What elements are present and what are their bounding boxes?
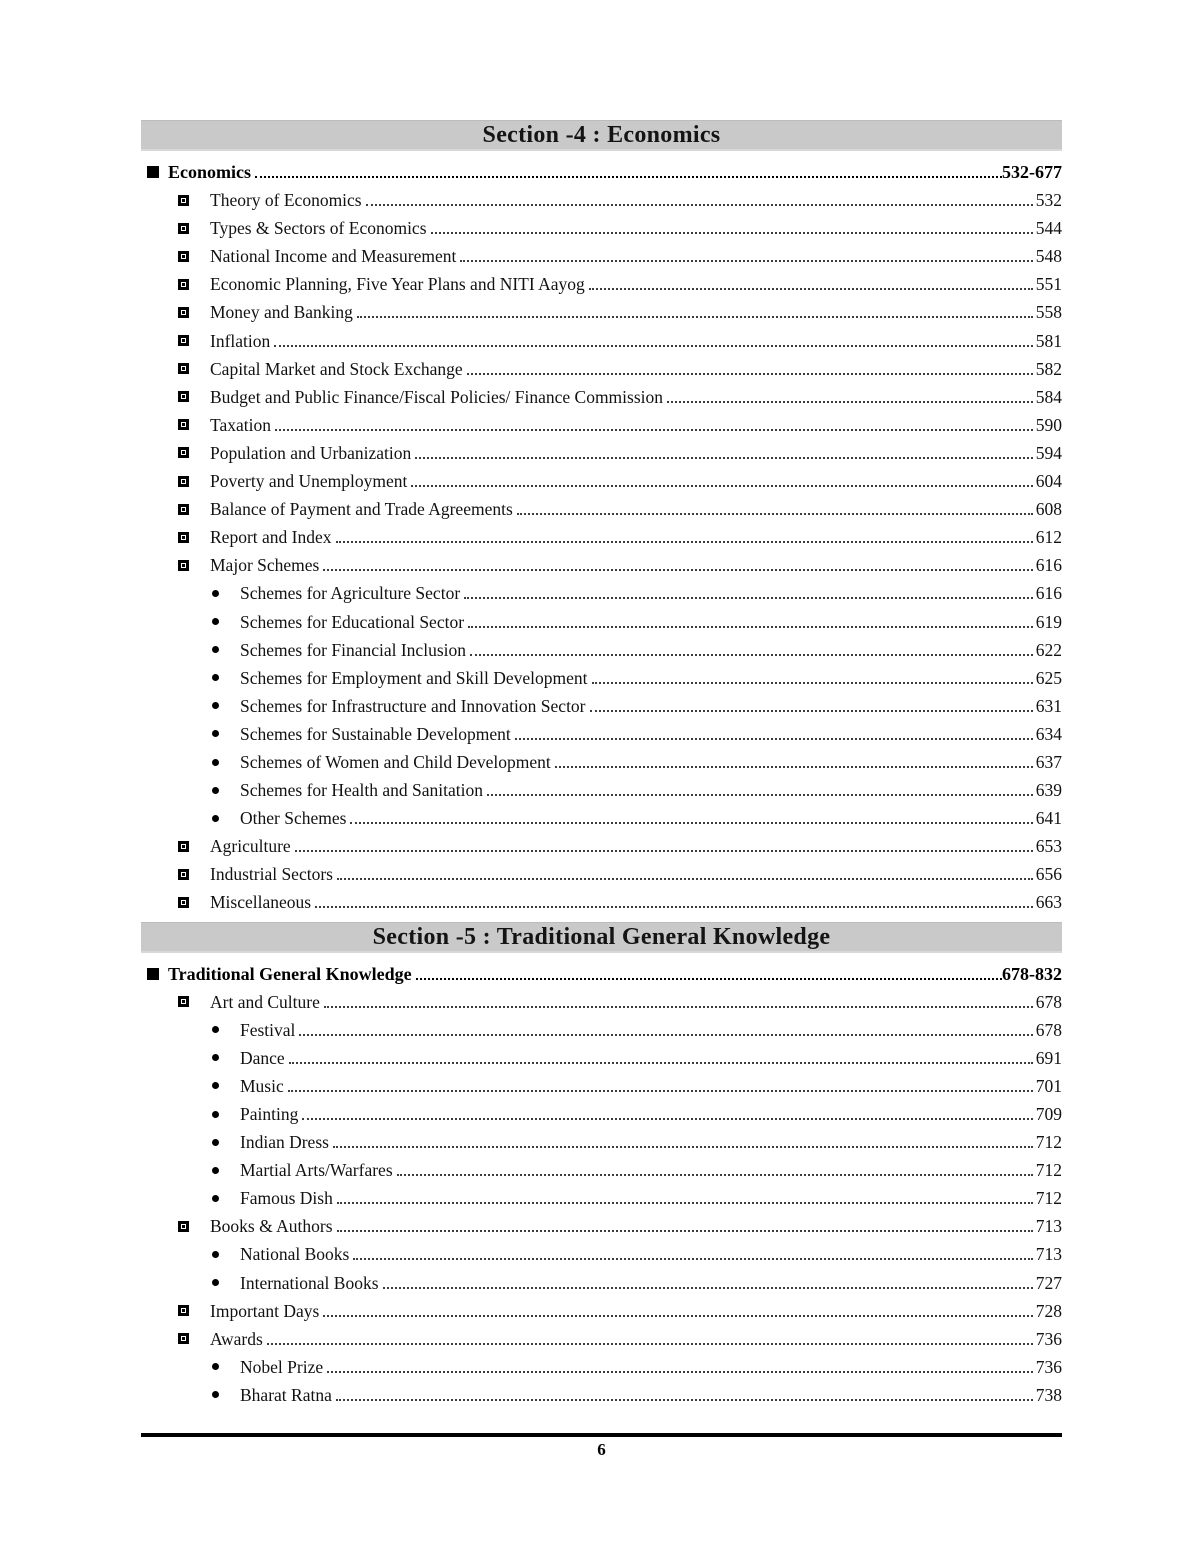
toc-entry-label: Industrial Sectors — [210, 864, 333, 885]
bullet-box — [212, 1391, 240, 1398]
hollow-square-bullet-icon — [178, 897, 189, 908]
toc-entry-label: Budget and Public Finance/Fiscal Policies/ Finance Commission — [210, 386, 664, 407]
dot-bullet-icon — [212, 1082, 219, 1089]
toc-entry — [141, 608, 1062, 636]
toc-entry-label: Awards — [210, 1328, 263, 1349]
hollow-square-bullet-icon — [178, 1221, 189, 1232]
bullet-box — [178, 223, 210, 234]
dot-leader — [255, 176, 1002, 178]
dot-leader — [324, 1006, 1033, 1008]
hollow-square-bullet-icon — [178, 996, 189, 1007]
toc-entry-label: National Income and Measurement — [210, 246, 457, 267]
dot-bullet-icon — [212, 1111, 219, 1118]
dot-bullet-icon — [212, 1363, 219, 1370]
section-header — [141, 922, 1062, 953]
dot-bullet-icon — [212, 1279, 219, 1286]
toc-entry-page: 691 — [1035, 1047, 1062, 1068]
bullet-box — [212, 787, 240, 794]
toc-entry-label: Nobel Prize — [240, 1356, 324, 1377]
dot-leader — [336, 541, 1033, 543]
bullet-box — [178, 897, 210, 908]
toc-entry-page: 736 — [1035, 1356, 1062, 1377]
dot-leader — [590, 710, 1033, 712]
hollow-square-bullet-icon — [178, 391, 189, 402]
bullet-box — [212, 1111, 240, 1118]
toc-entry — [141, 579, 1062, 607]
bullet-box — [212, 1251, 240, 1258]
dot-bullet-icon — [212, 618, 219, 625]
dot-leader — [431, 232, 1033, 234]
bullet-box — [178, 251, 210, 262]
toc-entry-label: Schemes for Employment and Skill Development — [240, 667, 588, 688]
toc-entry — [141, 1297, 1062, 1325]
toc-entry-label: Schemes for Sustainable Development — [240, 723, 511, 744]
dot-leader — [275, 429, 1033, 431]
toc-entry-page: 712 — [1035, 1132, 1062, 1153]
toc-entry-page: 678 — [1035, 991, 1062, 1012]
dot-leader — [470, 654, 1033, 656]
toc-entry-page: 558 — [1035, 302, 1062, 323]
dot-leader — [667, 401, 1033, 403]
dot-leader — [274, 345, 1032, 347]
toc-entry-page: 712 — [1035, 1188, 1062, 1209]
toc-entry — [141, 242, 1062, 270]
toc-entry-label: Festival — [240, 1019, 296, 1040]
bullet-box — [178, 476, 210, 487]
toc-entry-label: Music — [240, 1075, 284, 1096]
dot-bullet-icon — [212, 1139, 219, 1146]
hollow-square-bullet-icon — [178, 279, 189, 290]
bullet-box — [212, 590, 240, 597]
dot-leader — [592, 682, 1033, 684]
bullet-box — [212, 730, 240, 737]
hollow-square-bullet-icon — [178, 869, 189, 880]
footer-rule — [141, 1433, 1062, 1437]
filled-square-bullet-icon — [147, 166, 159, 178]
toc-entry-page: 622 — [1035, 639, 1062, 660]
bullet-box — [178, 447, 210, 458]
dot-leader — [357, 316, 1033, 318]
toc-entry-label: Balance of Payment and Trade Agreements — [210, 499, 513, 520]
dot-leader — [487, 794, 1033, 796]
toc-entry-page: 581 — [1035, 330, 1062, 351]
bullet-box — [212, 674, 240, 681]
toc-entry-page: 616 — [1035, 583, 1062, 604]
bullet-box — [178, 1333, 210, 1344]
bullet-box — [147, 968, 168, 980]
toc-entry-page: 532 — [1035, 190, 1062, 211]
toc-entry-label: Schemes of Women and Child Development — [240, 751, 551, 772]
dot-bullet-icon — [212, 590, 219, 597]
toc-entry-label: Schemes for Financial Inclusion — [240, 639, 466, 660]
bullet-box — [178, 279, 210, 290]
toc-entry — [141, 327, 1062, 355]
toc-rows — [141, 953, 1062, 1413]
section-title: Section -5 : Traditional General Knowledge — [372, 923, 831, 950]
hollow-square-bullet-icon — [178, 560, 189, 571]
toc-entry — [141, 1240, 1062, 1268]
toc-entry — [141, 467, 1062, 495]
dot-leader — [323, 1315, 1032, 1317]
hollow-square-bullet-icon — [178, 476, 189, 487]
toc-entry-label: Money and Banking — [210, 302, 353, 323]
toc-entry — [141, 692, 1062, 720]
bullet-box — [212, 815, 240, 822]
toc-entry-page: 625 — [1035, 667, 1062, 688]
toc-entry-label: Art and Culture — [210, 991, 320, 1012]
toc-entry — [141, 776, 1062, 804]
toc-entry — [141, 664, 1062, 692]
toc-entry-label: Theory of Economics — [210, 190, 362, 211]
toc-entry-label: Important Days — [210, 1300, 320, 1321]
toc-entry-label: Books & Authors — [210, 1216, 333, 1237]
toc-entry — [141, 960, 1062, 988]
dot-leader — [295, 850, 1033, 852]
toc-entry-page: 656 — [1035, 864, 1062, 885]
bullet-box — [212, 1139, 240, 1146]
hollow-square-bullet-icon — [178, 447, 189, 458]
toc-entry-label: Poverty and Unemployment — [210, 471, 408, 492]
dot-bullet-icon — [212, 702, 219, 709]
hollow-square-bullet-icon — [178, 335, 189, 346]
toc-entry-label: Population and Urbanization — [210, 442, 412, 463]
bullet-box — [147, 166, 168, 178]
hollow-square-bullet-icon — [178, 251, 189, 262]
dot-leader — [353, 1258, 1032, 1260]
dot-leader — [289, 1062, 1033, 1064]
bullet-box — [178, 841, 210, 852]
toc-entry-page: 713 — [1035, 1244, 1062, 1265]
dot-leader — [589, 288, 1033, 290]
dot-bullet-icon — [212, 1251, 219, 1258]
toc-entry — [141, 1325, 1062, 1353]
toc-entry-page: 532-677 — [1002, 162, 1062, 182]
dot-leader — [315, 906, 1033, 908]
bullet-box — [212, 1195, 240, 1202]
hollow-square-bullet-icon — [178, 532, 189, 543]
section-header — [141, 120, 1062, 151]
hollow-square-bullet-icon — [178, 419, 189, 430]
dot-leader — [336, 1399, 1033, 1401]
toc-entry-label: Economics — [168, 162, 251, 182]
dot-leader — [299, 1034, 1032, 1036]
bullet-box — [178, 335, 210, 346]
toc-entry-label: Major Schemes — [210, 555, 320, 576]
bullet-box — [212, 1026, 240, 1033]
toc-entry-page: 727 — [1035, 1272, 1062, 1293]
section-title: Section -4 : Economics — [482, 122, 721, 148]
dot-leader — [397, 1174, 1033, 1176]
bullet-box — [178, 504, 210, 515]
bullet-box — [212, 1054, 240, 1061]
toc-entry-page: 608 — [1035, 499, 1062, 520]
page-number: 6 — [597, 1440, 606, 1459]
toc-entry — [141, 1072, 1062, 1100]
dot-bullet-icon — [212, 1167, 219, 1174]
filled-square-bullet-icon — [147, 968, 159, 980]
toc-entry — [141, 1212, 1062, 1240]
hollow-square-bullet-icon — [178, 504, 189, 515]
dot-leader — [337, 1202, 1033, 1204]
toc-entry-label: National Books — [240, 1244, 350, 1265]
toc-entry — [141, 1100, 1062, 1128]
toc-section — [141, 120, 1062, 920]
toc-entry — [141, 1269, 1062, 1297]
toc-entry — [141, 186, 1062, 214]
toc-entry-page: 728 — [1035, 1300, 1062, 1321]
toc-entry — [141, 988, 1062, 1016]
dot-bullet-icon — [212, 787, 219, 794]
dot-leader — [323, 569, 1032, 571]
dot-bullet-icon — [212, 815, 219, 822]
dot-leader — [337, 878, 1033, 880]
toc-entry-page: 663 — [1035, 892, 1062, 913]
bullet-box — [212, 618, 240, 625]
toc-entry-label: Schemes for Health and Sanitation — [240, 780, 483, 801]
toc-entry-page: 619 — [1035, 611, 1062, 632]
toc-entry-page: 582 — [1035, 358, 1062, 379]
toc-entry-page: 637 — [1035, 751, 1062, 772]
toc-entry-label: Miscellaneous — [210, 892, 312, 913]
toc-entry-page: 616 — [1035, 555, 1062, 576]
toc-entry — [141, 158, 1062, 186]
toc-entry — [141, 270, 1062, 298]
toc-entry-label: Inflation — [210, 330, 271, 351]
toc-entry-label: Martial Arts/Warfares — [240, 1160, 393, 1181]
page-footer — [141, 1433, 1062, 1460]
toc-entry-label: Schemes for Educational Sector — [240, 611, 465, 632]
bullet-box — [178, 363, 210, 374]
toc-entry-page: 678-832 — [1002, 963, 1062, 984]
bullet-box — [212, 759, 240, 766]
bullet-box — [212, 646, 240, 653]
bullet-box — [178, 419, 210, 430]
toc-entry — [141, 636, 1062, 664]
bullet-box — [212, 1167, 240, 1174]
dot-bullet-icon — [212, 1054, 219, 1061]
toc-entry — [141, 298, 1062, 326]
dot-bullet-icon — [212, 1026, 219, 1033]
toc-entry-page: 548 — [1035, 246, 1062, 267]
toc-entry-page: 639 — [1035, 780, 1062, 801]
bullet-box — [178, 307, 210, 318]
toc-entry — [141, 804, 1062, 832]
toc-entry-label: Taxation — [210, 414, 271, 435]
toc-entry-page: 584 — [1035, 386, 1062, 407]
hollow-square-bullet-icon — [178, 1333, 189, 1344]
hollow-square-bullet-icon — [178, 363, 189, 374]
hollow-square-bullet-icon — [178, 223, 189, 234]
dot-leader — [411, 485, 1032, 487]
toc-entry-label: International Books — [240, 1272, 379, 1293]
toc-entry — [141, 1156, 1062, 1184]
hollow-square-bullet-icon — [178, 841, 189, 852]
dot-leader — [327, 1371, 1033, 1373]
toc-entry — [141, 720, 1062, 748]
dot-leader — [460, 260, 1032, 262]
toc-entry — [141, 523, 1062, 551]
toc-entry-page: 653 — [1035, 836, 1062, 857]
toc-section — [141, 922, 1062, 1413]
dot-bullet-icon — [212, 759, 219, 766]
dot-leader — [288, 1090, 1033, 1092]
toc-entry — [141, 1381, 1062, 1409]
toc-entry — [141, 439, 1062, 467]
toc-entry — [141, 355, 1062, 383]
bullet-box — [212, 1279, 240, 1286]
toc-entry-label: Economic Planning, Five Year Plans and NITI Aayog — [210, 274, 585, 295]
bullet-box — [212, 1363, 240, 1370]
dot-bullet-icon — [212, 646, 219, 653]
dot-leader — [517, 513, 1033, 515]
dot-leader — [337, 1230, 1033, 1232]
toc-entry-page: 551 — [1035, 274, 1062, 295]
toc-entry-page: 678 — [1035, 1019, 1062, 1040]
dot-leader — [383, 1287, 1033, 1289]
toc-entry-label: Traditional General Knowledge — [168, 963, 412, 984]
toc-entry-label: Bharat Ratna — [240, 1384, 332, 1405]
dot-leader — [555, 766, 1033, 768]
toc-entry — [141, 888, 1062, 916]
toc-entry — [141, 1353, 1062, 1381]
dot-leader — [468, 626, 1033, 628]
toc-entry-label: Painting — [240, 1104, 299, 1124]
toc-entry-label: Report and Index — [210, 527, 332, 548]
toc-entry — [141, 1128, 1062, 1156]
dot-leader — [415, 457, 1033, 459]
toc-entry — [141, 1184, 1062, 1212]
bullet-box — [178, 869, 210, 880]
toc-entry-page: 634 — [1035, 723, 1062, 744]
toc-entry-page: 631 — [1035, 695, 1062, 716]
toc-entry-label: Famous Dish — [240, 1188, 333, 1209]
dot-leader — [416, 978, 1002, 980]
dot-leader — [267, 1343, 1033, 1345]
hollow-square-bullet-icon — [178, 195, 189, 206]
toc-entry-page: 701 — [1035, 1075, 1062, 1096]
dot-leader — [333, 1146, 1033, 1148]
hollow-square-bullet-icon — [178, 307, 189, 318]
toc-rows — [141, 151, 1062, 920]
hollow-square-bullet-icon — [178, 1305, 189, 1316]
dot-leader — [515, 738, 1033, 740]
toc-entry-label: Schemes for Agriculture Sector — [240, 583, 461, 604]
dot-leader — [350, 822, 1032, 824]
toc-entry-label: Schemes for Infrastructure and Innovation Sector — [240, 695, 586, 716]
dot-bullet-icon — [212, 674, 219, 681]
dot-leader — [467, 373, 1033, 375]
dot-leader — [464, 597, 1033, 599]
toc-entry — [141, 1044, 1062, 1072]
toc-entry-page: 590 — [1035, 414, 1062, 435]
toc-entry-label: Indian Dress — [240, 1132, 329, 1153]
toc-entry — [141, 383, 1062, 411]
bullet-box — [178, 996, 210, 1007]
toc-page-content — [141, 120, 1062, 1412]
toc-entry — [141, 748, 1062, 776]
toc-entry-label: Capital Market and Stock Exchange — [210, 358, 463, 379]
dot-bullet-icon — [212, 1195, 219, 1202]
bullet-box — [178, 391, 210, 402]
toc-entry-page: 738 — [1035, 1384, 1062, 1405]
toc-entry-page: 736 — [1035, 1328, 1062, 1349]
toc-entry — [141, 832, 1062, 860]
toc-entry — [141, 551, 1062, 579]
bullet-box — [178, 532, 210, 543]
toc-entry-label: Dance — [240, 1047, 285, 1068]
bullet-box — [178, 1305, 210, 1316]
toc-entry — [141, 1016, 1062, 1044]
toc-entry — [141, 860, 1062, 888]
toc-entry-page: 594 — [1035, 442, 1062, 463]
bullet-box — [178, 1221, 210, 1232]
bullet-box — [212, 702, 240, 709]
dot-leader — [302, 1118, 1032, 1120]
toc-entry-page: 641 — [1035, 808, 1062, 829]
bullet-box — [178, 195, 210, 206]
toc-entry-label: Agriculture — [210, 836, 291, 857]
dot-leader — [366, 204, 1033, 206]
toc-entry-label: Other Schemes — [240, 808, 347, 829]
toc-entry — [141, 214, 1062, 242]
toc-entry-page: 604 — [1035, 471, 1062, 492]
toc-entry — [141, 411, 1062, 439]
toc-entry-label: Types & Sectors of Economics — [210, 218, 427, 239]
toc-sections — [141, 120, 1062, 1412]
toc-entry-page: 612 — [1035, 527, 1062, 548]
bullet-box — [212, 1082, 240, 1089]
bullet-box — [178, 560, 210, 571]
toc-entry-page: 713 — [1035, 1216, 1062, 1237]
dot-bullet-icon — [212, 730, 219, 737]
toc-entry-page: 709 — [1035, 1104, 1062, 1124]
toc-entry-page: 544 — [1035, 218, 1062, 239]
toc-entry-page: 712 — [1035, 1160, 1062, 1181]
dot-bullet-icon — [212, 1391, 219, 1398]
toc-entry — [141, 495, 1062, 523]
